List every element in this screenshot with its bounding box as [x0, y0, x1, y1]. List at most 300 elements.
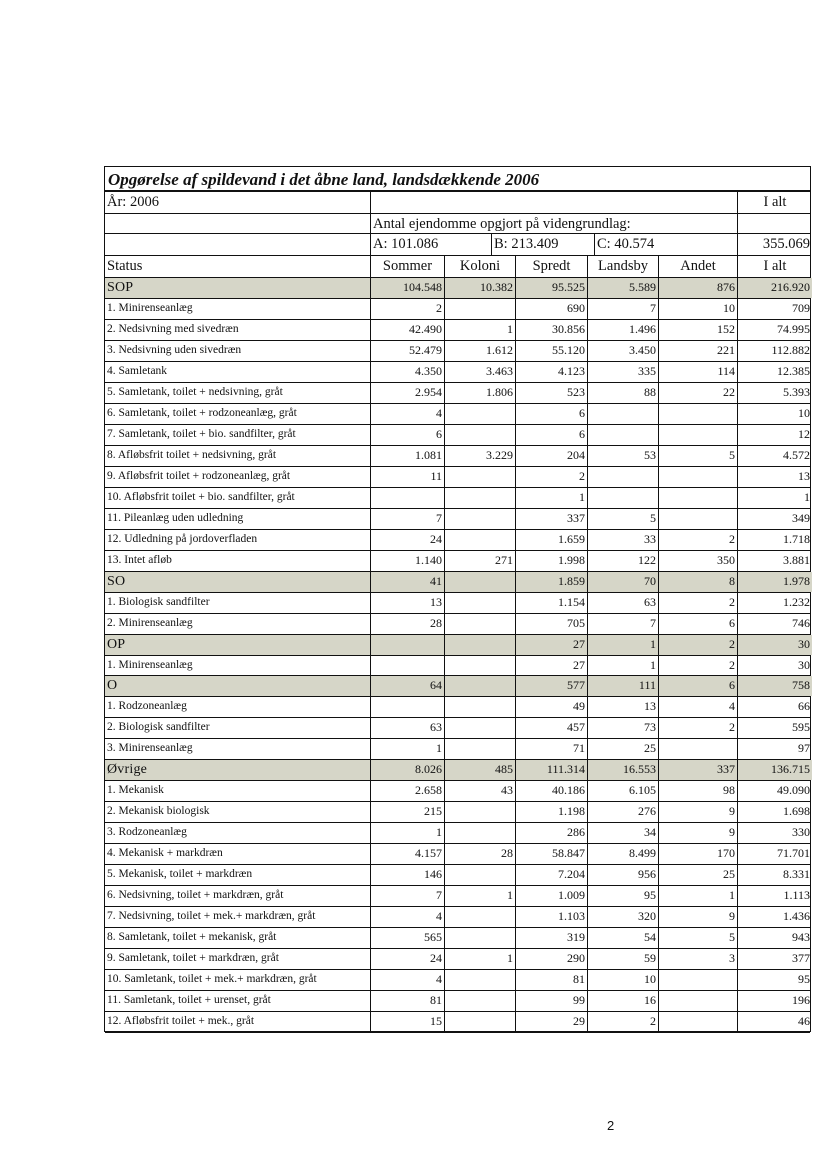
value-i-alt: 758 [737, 676, 812, 696]
basis-values-spacer [105, 234, 370, 255]
row-label: 1. Rodzoneanlæg [107, 700, 187, 712]
value-spredt: 1.659 [515, 530, 587, 550]
value-landsby: 63 [587, 593, 658, 613]
value-andet [658, 509, 737, 529]
row-label: 3. Nedsivning uden sivedræn [107, 344, 242, 356]
value-andet: 2 [658, 593, 737, 613]
value-sommer: 24 [370, 530, 444, 550]
value-sommer: 8.026 [370, 760, 444, 780]
value-koloni [444, 865, 515, 885]
row-label: 1. Mekanisk [107, 784, 164, 796]
summary-table [104, 166, 811, 1032]
value-sommer [370, 697, 444, 717]
row-label: 10. Samletank, toilet + mek.+ markdræn, gråt [107, 973, 317, 985]
value-koloni [444, 991, 515, 1011]
group-row [105, 572, 810, 593]
table-row [105, 446, 810, 467]
value-landsby [587, 404, 658, 424]
value-andet: 98 [658, 781, 737, 801]
value-andet: 6 [658, 676, 737, 696]
table-row [105, 907, 810, 928]
value-koloni [444, 656, 515, 675]
value-i-alt: 97 [737, 739, 812, 759]
value-i-alt: 3.881 [737, 551, 812, 571]
row-label: 13. Intet afløb [107, 554, 172, 566]
value-koloni: 1.612 [444, 341, 515, 361]
value-landsby: 59 [587, 949, 658, 969]
value-koloni: 271 [444, 551, 515, 571]
value-spredt: 30.856 [515, 320, 587, 340]
value-landsby: 33 [587, 530, 658, 550]
value-landsby: 3.450 [587, 341, 658, 361]
value-i-alt: 49.090 [737, 781, 812, 801]
value-koloni [444, 907, 515, 927]
group-label: SO [105, 572, 370, 592]
value-i-alt: 216.920 [737, 278, 812, 298]
table-row [105, 970, 810, 991]
value-andet: 2 [658, 635, 737, 655]
value-landsby: 16 [587, 991, 658, 1011]
value-landsby [587, 425, 658, 445]
value-landsby: 7 [587, 614, 658, 634]
table-row [105, 781, 810, 802]
value-andet [658, 991, 737, 1011]
value-andet: 170 [658, 844, 737, 864]
value-koloni: 28 [444, 844, 515, 864]
table-row [105, 697, 810, 718]
value-andet: 2 [658, 530, 737, 550]
value-i-alt: 12.385 [737, 362, 812, 382]
header-row [105, 256, 810, 278]
value-i-alt: 1.718 [737, 530, 812, 550]
value-sommer: 104.548 [370, 278, 444, 298]
value-koloni [444, 928, 515, 948]
value-landsby: 6.105 [587, 781, 658, 801]
value-spredt: 523 [515, 383, 587, 403]
value-koloni [444, 593, 515, 613]
value-sommer: 42.490 [370, 320, 444, 340]
value-sommer: 6 [370, 425, 444, 445]
table-row [105, 614, 810, 635]
value-spredt: 6 [515, 425, 587, 445]
value-spredt: 55.120 [515, 341, 587, 361]
table-row [105, 593, 810, 614]
value-spredt: 1.154 [515, 593, 587, 613]
value-sommer: 41 [370, 572, 444, 592]
value-spredt: 4.123 [515, 362, 587, 382]
value-sommer: 52.479 [370, 341, 444, 361]
value-spredt: 71 [515, 739, 587, 759]
value-koloni: 1 [444, 949, 515, 969]
value-spredt: 1 [515, 488, 587, 508]
row-label: 3. Minirenseanlæg [107, 742, 193, 754]
value-spredt: 81 [515, 970, 587, 990]
value-landsby: 5.589 [587, 278, 658, 298]
row-label: 1. Minirenseanlæg [107, 659, 193, 671]
value-koloni [444, 530, 515, 550]
value-sommer: 7 [370, 886, 444, 906]
value-landsby: 956 [587, 865, 658, 885]
value-sommer: 7 [370, 509, 444, 529]
table-row [105, 739, 810, 760]
value-andet [658, 1012, 737, 1032]
group-label: O [105, 676, 370, 696]
value-landsby [587, 467, 658, 487]
group-row [105, 676, 810, 697]
table-row [105, 320, 810, 341]
value-spredt: 204 [515, 446, 587, 466]
row-label: 9. Afløbsfrit toilet + rodzoneanlæg, gråt [107, 470, 291, 482]
value-landsby: 70 [587, 572, 658, 592]
value-sommer: 64 [370, 676, 444, 696]
value-sommer: 215 [370, 802, 444, 822]
value-i-alt: 1.978 [737, 572, 812, 592]
value-koloni [444, 718, 515, 738]
title-row [105, 167, 810, 192]
value-koloni [444, 635, 515, 655]
value-sommer: 4.350 [370, 362, 444, 382]
table-row [105, 488, 810, 509]
row-label: 1. Biologisk sandfilter [107, 596, 210, 608]
value-koloni: 1 [444, 886, 515, 906]
table-row [105, 530, 810, 551]
value-i-alt: 8.331 [737, 865, 812, 885]
value-koloni [444, 299, 515, 319]
value-andet: 114 [658, 362, 737, 382]
value-i-alt: 46 [737, 1012, 812, 1032]
value-i-alt: 1.113 [737, 886, 812, 906]
table-row [105, 656, 810, 676]
value-sommer: 81 [370, 991, 444, 1011]
value-landsby: 1.496 [587, 320, 658, 340]
table-row [105, 1012, 810, 1033]
row-label: 12. Afløbsfrit toilet + mek., gråt [107, 1015, 255, 1027]
table-row [105, 844, 810, 865]
value-koloni: 1.806 [444, 383, 515, 403]
value-spredt: 290 [515, 949, 587, 969]
value-i-alt: 1.698 [737, 802, 812, 822]
value-koloni: 43 [444, 781, 515, 801]
basis-label: Antal ejendomme opgjort på videngrundlag: [370, 214, 737, 233]
value-sommer: 4 [370, 404, 444, 424]
table-row [105, 551, 810, 572]
row-label: 10. Afløbsfrit toilet + bio. sandfilter, gråt [107, 491, 295, 503]
table-row [105, 823, 810, 844]
table-row [105, 341, 810, 362]
value-i-alt: 595 [737, 718, 812, 738]
value-sommer: 4.157 [370, 844, 444, 864]
value-i-alt: 377 [737, 949, 812, 969]
table-row [105, 949, 810, 970]
value-andet: 221 [658, 341, 737, 361]
value-sommer: 4 [370, 907, 444, 927]
value-landsby: 25 [587, 739, 658, 759]
value-koloni: 10.382 [444, 278, 515, 298]
value-landsby: 8.499 [587, 844, 658, 864]
table-row [105, 362, 810, 383]
column-header-koloni: Koloni [444, 256, 515, 277]
row-label: 5. Mekanisk, toilet + markdræn [107, 868, 253, 880]
value-landsby: 276 [587, 802, 658, 822]
value-landsby: 88 [587, 383, 658, 403]
value-i-alt: 30 [737, 656, 812, 675]
table-row [105, 404, 810, 425]
value-spredt: 1.198 [515, 802, 587, 822]
value-landsby: 16.553 [587, 760, 658, 780]
value-i-alt: 66 [737, 697, 812, 717]
row-label: 2. Mekanisk biologisk [107, 805, 210, 817]
value-i-alt: 10 [737, 404, 812, 424]
value-koloni [444, 467, 515, 487]
table-title: Opgørelse af spildevand i det åbne land, landsdækkende 2006 [108, 170, 540, 189]
value-andet: 1 [658, 886, 737, 906]
value-koloni [444, 697, 515, 717]
group-row [105, 635, 810, 656]
table-row [105, 509, 810, 530]
value-landsby: 2 [587, 1012, 658, 1032]
value-landsby [587, 488, 658, 508]
row-label: 11. Pileanlæg uden udledning [107, 512, 244, 524]
value-i-alt: 349 [737, 509, 812, 529]
row-label: 8. Afløbsfrit toilet + nedsivning, gråt [107, 449, 277, 461]
status-header: Status [107, 258, 143, 274]
value-koloni [444, 676, 515, 696]
value-spredt: 99 [515, 991, 587, 1011]
value-andet: 25 [658, 865, 737, 885]
table-row [105, 802, 810, 823]
value-sommer [370, 488, 444, 508]
value-andet: 22 [658, 383, 737, 403]
value-spredt: 27 [515, 656, 587, 675]
value-andet: 9 [658, 823, 737, 843]
value-koloni [444, 572, 515, 592]
value-spredt: 40.186 [515, 781, 587, 801]
value-landsby: 1 [587, 656, 658, 675]
table-row [105, 991, 810, 1012]
value-sommer [370, 635, 444, 655]
group-label: OP [105, 635, 370, 655]
value-koloni [444, 970, 515, 990]
value-i-alt: 1 [737, 488, 812, 508]
value-sommer: 2 [370, 299, 444, 319]
column-header-landsby: Landsby [587, 256, 658, 277]
value-andet: 2 [658, 656, 737, 675]
group-label: Øvrige [105, 760, 370, 780]
value-landsby: 122 [587, 551, 658, 571]
total-header-top: I alt [737, 192, 812, 213]
value-spredt: 705 [515, 614, 587, 634]
row-label: 6. Samletank, toilet + rodzoneanlæg, gråt [107, 407, 297, 419]
value-spredt: 1.859 [515, 572, 587, 592]
value-i-alt: 13 [737, 467, 812, 487]
value-spredt: 27 [515, 635, 587, 655]
table-row [105, 425, 810, 446]
value-spredt: 111.314 [515, 760, 587, 780]
column-header-andet: Andet [658, 256, 737, 277]
value-koloni [444, 802, 515, 822]
value-spredt: 58.847 [515, 844, 587, 864]
value-i-alt: 74.995 [737, 320, 812, 340]
value-i-alt: 4.572 [737, 446, 812, 466]
value-i-alt: 112.882 [737, 341, 812, 361]
basis-total: 355.069 [737, 234, 812, 255]
row-label: 5. Samletank, toilet + nedsivning, gråt [107, 386, 283, 398]
value-andet [658, 467, 737, 487]
value-spredt: 1.009 [515, 886, 587, 906]
value-i-alt: 1.436 [737, 907, 812, 927]
value-andet: 6 [658, 614, 737, 634]
table-row [105, 383, 810, 404]
value-sommer: 1 [370, 739, 444, 759]
year-blank [370, 192, 737, 213]
column-header-sommer: Sommer [370, 256, 444, 277]
value-spredt: 95.525 [515, 278, 587, 298]
basis-a: A: 101.086 [370, 234, 491, 255]
value-sommer: 1 [370, 823, 444, 843]
value-spredt: 6 [515, 404, 587, 424]
page-number: 2 [607, 1118, 615, 1133]
value-andet: 876 [658, 278, 737, 298]
value-landsby: 320 [587, 907, 658, 927]
value-sommer: 11 [370, 467, 444, 487]
value-koloni: 3.229 [444, 446, 515, 466]
value-sommer: 4 [370, 970, 444, 990]
value-i-alt: 943 [737, 928, 812, 948]
value-spredt: 49 [515, 697, 587, 717]
value-spredt: 7.204 [515, 865, 587, 885]
basis-c: C: 40.574 [594, 234, 737, 255]
basis-b: B: 213.409 [491, 234, 594, 255]
value-andet [658, 739, 737, 759]
row-label: 1. Minirenseanlæg [107, 302, 193, 314]
value-i-alt: 71.701 [737, 844, 812, 864]
row-label: 8. Samletank, toilet + mekanisk, gråt [107, 931, 277, 943]
value-sommer: 1.140 [370, 551, 444, 571]
group-label: SOP [105, 278, 370, 298]
row-label: 7. Nedsivning, toilet + mek.+ markdræn, gråt [107, 910, 316, 922]
value-sommer: 13 [370, 593, 444, 613]
value-koloni [444, 614, 515, 634]
year-row [105, 192, 810, 214]
value-i-alt: 330 [737, 823, 812, 843]
value-i-alt: 12 [737, 425, 812, 445]
row-label: 3. Rodzoneanlæg [107, 826, 187, 838]
value-spredt: 319 [515, 928, 587, 948]
table-row [105, 865, 810, 886]
value-koloni: 1 [444, 320, 515, 340]
value-spredt: 1.103 [515, 907, 587, 927]
value-landsby: 95 [587, 886, 658, 906]
value-sommer: 565 [370, 928, 444, 948]
value-andet: 9 [658, 802, 737, 822]
value-spredt: 577 [515, 676, 587, 696]
value-landsby: 111 [587, 676, 658, 696]
value-spredt: 286 [515, 823, 587, 843]
value-sommer: 63 [370, 718, 444, 738]
value-landsby: 7 [587, 299, 658, 319]
value-sommer: 2.954 [370, 383, 444, 403]
value-landsby: 13 [587, 697, 658, 717]
row-label: 11. Samletank, toilet + urenset, gråt [107, 994, 271, 1006]
value-andet: 4 [658, 697, 737, 717]
value-i-alt: 136.715 [737, 760, 812, 780]
value-i-alt: 1.232 [737, 593, 812, 613]
value-andet [658, 488, 737, 508]
value-andet: 10 [658, 299, 737, 319]
value-spredt: 457 [515, 718, 587, 738]
value-andet: 2 [658, 718, 737, 738]
value-sommer: 15 [370, 1012, 444, 1032]
table-row [105, 467, 810, 488]
value-sommer: 24 [370, 949, 444, 969]
value-koloni [444, 739, 515, 759]
value-koloni [444, 404, 515, 424]
value-sommer: 28 [370, 614, 444, 634]
column-header-spredt: Spredt [515, 256, 587, 277]
basis-values-row [105, 234, 810, 256]
value-landsby: 1 [587, 635, 658, 655]
row-label: 12. Udledning på jordoverfladen [107, 533, 258, 545]
value-koloni [444, 488, 515, 508]
value-koloni [444, 823, 515, 843]
value-andet: 337 [658, 760, 737, 780]
value-sommer: 2.658 [370, 781, 444, 801]
row-label: 6. Nedsivning, toilet + markdræn, gråt [107, 889, 284, 901]
value-i-alt: 30 [737, 635, 812, 655]
value-landsby: 54 [587, 928, 658, 948]
value-andet: 3 [658, 949, 737, 969]
value-andet: 8 [658, 572, 737, 592]
value-andet: 152 [658, 320, 737, 340]
table-row [105, 886, 810, 907]
table-row [105, 299, 810, 320]
row-label: 9. Samletank, toilet + markdræn, gråt [107, 952, 279, 964]
value-i-alt: 746 [737, 614, 812, 634]
value-spredt: 2 [515, 467, 587, 487]
value-spredt: 29 [515, 1012, 587, 1032]
row-label: 2. Biologisk sandfilter [107, 721, 210, 733]
value-landsby: 53 [587, 446, 658, 466]
row-label: 2. Nedsivning med sivedræn [107, 323, 239, 335]
row-label: 7. Samletank, toilet + bio. sandfilter, gråt [107, 428, 296, 440]
table-row [105, 718, 810, 739]
value-spredt: 1.998 [515, 551, 587, 571]
value-landsby: 73 [587, 718, 658, 738]
value-koloni: 3.463 [444, 362, 515, 382]
value-landsby: 335 [587, 362, 658, 382]
value-andet [658, 970, 737, 990]
value-landsby: 10 [587, 970, 658, 990]
table-row [105, 928, 810, 949]
value-landsby: 34 [587, 823, 658, 843]
value-koloni [444, 509, 515, 529]
value-koloni [444, 1012, 515, 1032]
value-spredt: 690 [515, 299, 587, 319]
value-koloni [444, 425, 515, 445]
row-label: 2. Minirenseanlæg [107, 617, 193, 629]
value-i-alt: 196 [737, 991, 812, 1011]
group-row [105, 278, 810, 299]
value-sommer: 1.081 [370, 446, 444, 466]
value-i-alt: 5.393 [737, 383, 812, 403]
row-label: 4. Mekanisk + markdræn [107, 847, 223, 859]
value-i-alt: 95 [737, 970, 812, 990]
value-andet: 5 [658, 928, 737, 948]
value-landsby: 5 [587, 509, 658, 529]
basis-row [105, 214, 810, 234]
value-spredt: 337 [515, 509, 587, 529]
value-sommer: 146 [370, 865, 444, 885]
